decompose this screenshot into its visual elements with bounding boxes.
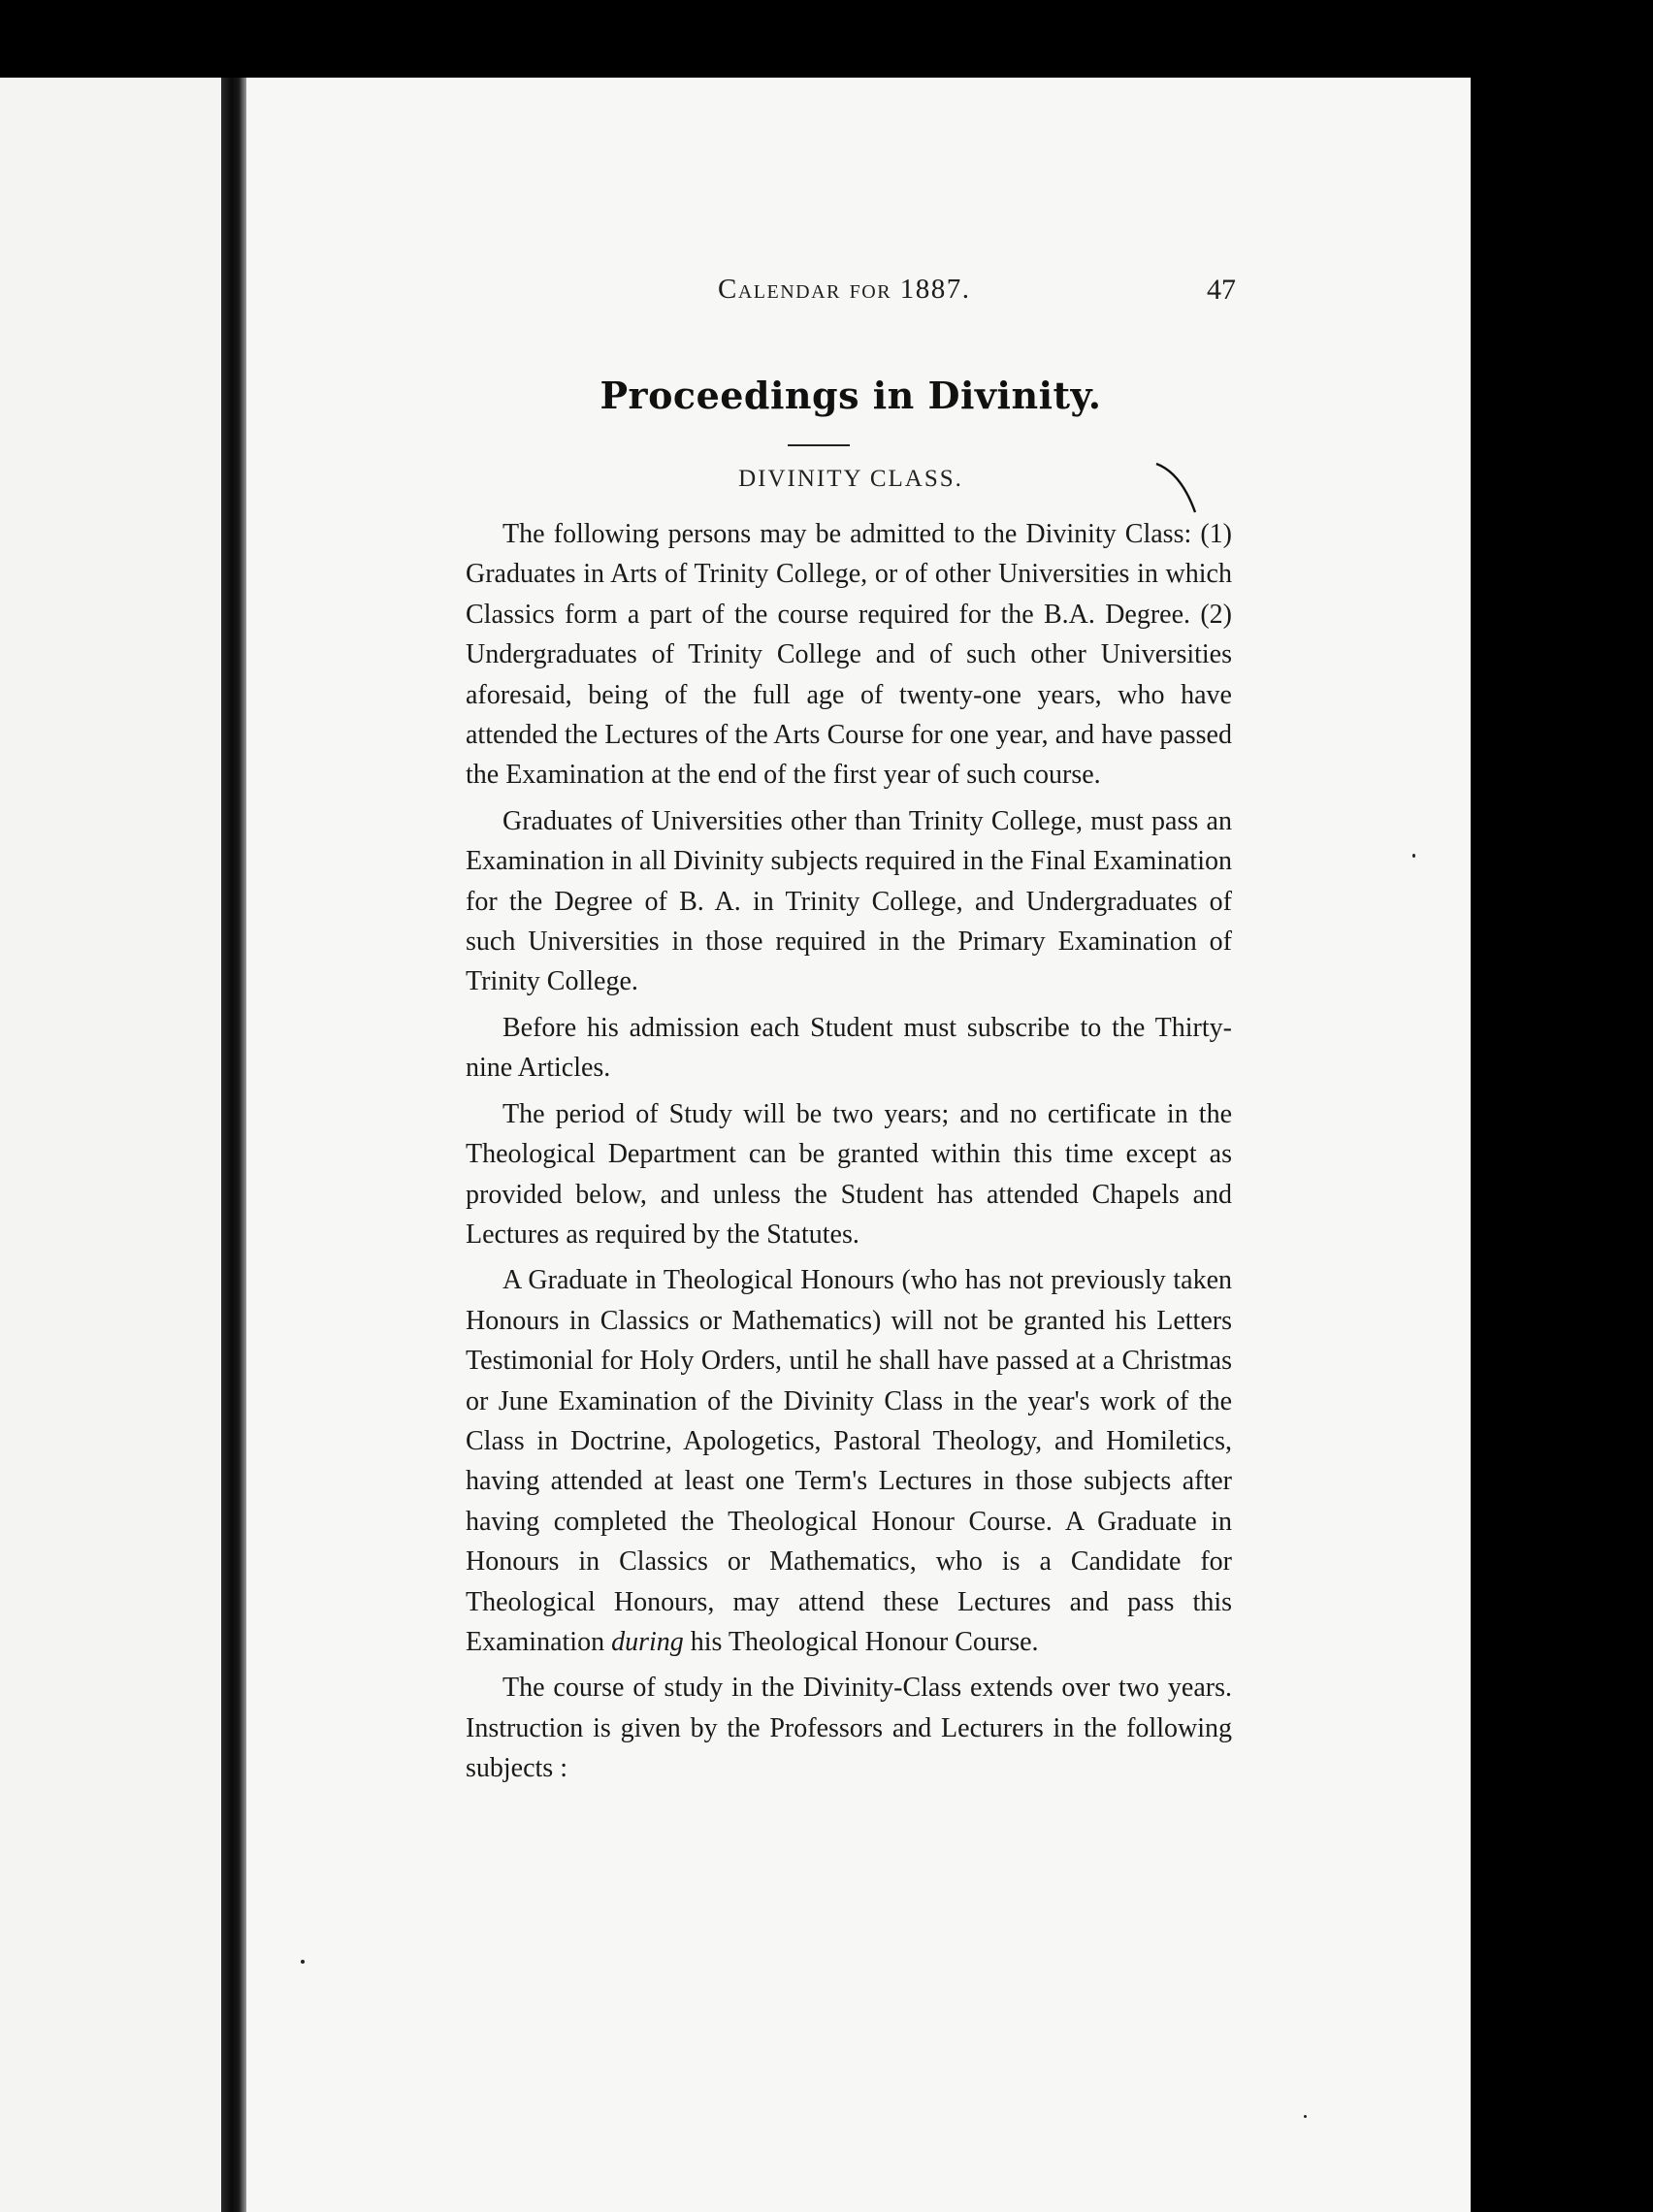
scan-border xyxy=(1471,78,1653,2212)
running-head xyxy=(466,274,1236,312)
scan-speck xyxy=(301,1960,305,1964)
section-title: Proceedings in Divinity. xyxy=(600,374,1102,417)
running-title: Calendar for 1887. xyxy=(718,274,971,305)
book-gutter xyxy=(221,78,246,2212)
paragraph-course: The course of study in the Divinity-Class extends over two years. Instruction is given by the Professors and Lecturers in the following subjects : xyxy=(466,1673,1232,1784)
honours-text-end: his Theological Honour Course. xyxy=(683,1626,1039,1657)
body-text xyxy=(466,514,1232,1795)
emphasis-during: during xyxy=(611,1626,684,1657)
facing-page-edge xyxy=(0,78,225,2212)
honours-text: A Graduate in Theological Honours (who has not previously taken Honours in Classics or Mathematics) will not be granted his Letters Testimonial for Holy Orders, until he shall have passed at a Christmas or June Examination of the Divinity Class in the year's work of the Class in Doctrine, Apologetics, Pastoral Theology, and Homiletics, having attended at least one Term's Lectures in those subjects after having completed the Theological Honour Course. A Graduate in Honours in Classics or Mathematics, who is a Candidate for Theological Honours, may attend these Lectures and pass this Examination xyxy=(466,1265,1232,1657)
paragraph-admission: The following persons may be admitted to the Divinity Class: (1) Graduates in Arts of Trinity College, or of other Universities in which Classics form a part of the course required for the B.A. Degree. (2) Undergraduates of Trinity College and of such other Universities aforesaid, being of the full age of twenty-one years, who have attended the Lectures of the Arts Course for one year, and have passed the Examination at the end of the first year of such course. xyxy=(466,519,1232,791)
paragraph-subscription: Before his admission each Student must subscribe to the Thirty-nine Articles. xyxy=(466,1012,1232,1084)
page-number: 47 xyxy=(1207,274,1236,306)
paragraph-study-period: The period of Study will be two years; and no certificate in the Theological Department can be granted within this time except as provided below, and unless the Student has attended Chapels and Lectures as required by the Statutes. xyxy=(466,1098,1232,1250)
paragraph-honours xyxy=(466,1260,1232,1662)
paragraph-graduates: Graduates of Universities other than Trinity College, must pass an Examination in all Divinity subjects required in the Final Examination for the Degree of B. A. in Trinity College, and Undergraduates of such Universities in those required in the Primary Examination of Trinity College. xyxy=(466,805,1232,997)
scan-speck xyxy=(1412,854,1415,858)
subheading: DIVINITY CLASS. xyxy=(738,466,963,492)
title-rule xyxy=(788,444,850,446)
scan-speck xyxy=(1304,2115,1307,2118)
